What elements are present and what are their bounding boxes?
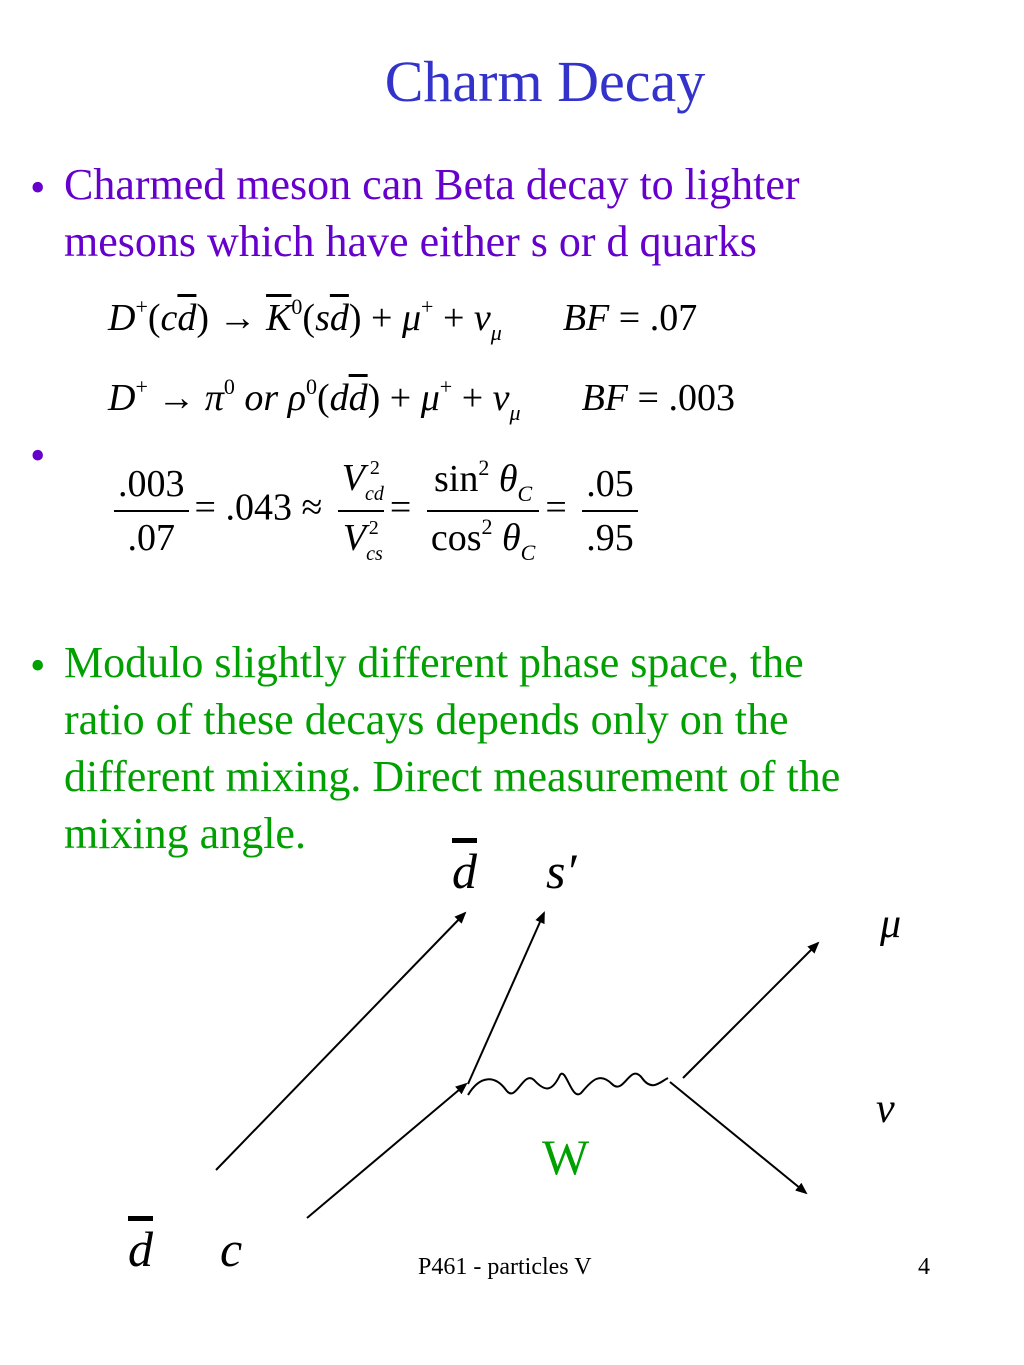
muon-line xyxy=(683,943,818,1078)
strange-quark-line xyxy=(468,913,544,1084)
label-bottom-charm: c xyxy=(220,1221,243,1277)
fraction-bf: $\frac{.003}{.07}$ xyxy=(114,458,189,564)
charm-quark-line xyxy=(307,1084,466,1218)
bullet-3-line-2: ratio of these decays depends only on the xyxy=(64,695,789,744)
bullet-dot-1: • xyxy=(30,163,46,212)
equation-ratio: $\frac{.003}{.07}$ = .043 ≈ $\frac{V_{cd}^2}{V_{cs}^2}$ = $\frac{\sin^2 \theta_C}{\cos^2 \theta_C}$ = $\frac{.05}{.95}$ xyxy=(108,452,644,570)
fraction-ckm: $\frac{V_{cd}^2}{V_{cs}^2}$ xyxy=(338,452,384,570)
label-neutrino: ν xyxy=(876,1086,895,1132)
equation-d-to-k: $D^+(c\overline{d}) \to \overline{K}^0(s\overline{d}) + \mu^+ + \nu_\mu$ BF = .07 xyxy=(108,294,698,345)
equation-d-to-pi: $D^+ \to \pi^0$ or $\rho^0(d\overline{d}) + \mu^+ + \nu_\mu$ BF = .003 xyxy=(108,374,735,425)
footer-course: P461 - particles V xyxy=(418,1254,592,1280)
bf-value-2: .003 xyxy=(668,377,735,419)
label-muon: μ xyxy=(880,901,902,947)
footer-page-number: 4 xyxy=(918,1254,930,1280)
fraction-numeric: $\frac{.05}{.95}$ xyxy=(582,458,638,564)
bullet-dot-2: • xyxy=(30,431,46,480)
bf-label-2: BF xyxy=(581,377,629,419)
w-boson-propagator xyxy=(468,1074,668,1095)
bullet-3-line-4: mixing angle. xyxy=(64,809,306,858)
neutrino-line xyxy=(670,1082,806,1193)
ratio-value: .043 xyxy=(225,486,292,529)
bullet-dot-3: • xyxy=(30,641,46,690)
slide-title: Charm Decay xyxy=(384,49,706,114)
bullet-1-line-1: Charmed meson can Beta decay to lighter xyxy=(64,160,800,209)
antiquark-d-line xyxy=(216,913,465,1170)
bullet-3-line-1: Modulo slightly different phase space, the xyxy=(64,638,804,687)
label-top-antiquark: $\overline{d}$ xyxy=(452,843,477,899)
or-text: or xyxy=(244,377,279,419)
bf-value-1: .07 xyxy=(649,297,698,339)
label-bottom-antiquark: $\overline{d}$ xyxy=(128,1221,153,1277)
bullet-3-line-3: different mixing. Direct measurement of the xyxy=(64,752,841,801)
fraction-cabibbo: $\frac{\sin^2 \theta_C}{\cos^2 \theta_C}$ xyxy=(427,453,540,569)
label-w-boson: W xyxy=(542,1129,590,1185)
label-top-strange: s′ xyxy=(546,843,577,899)
bullet-1-line-2: mesons which have either s or d quarks xyxy=(64,217,757,266)
bf-label-1: BF xyxy=(562,297,610,339)
